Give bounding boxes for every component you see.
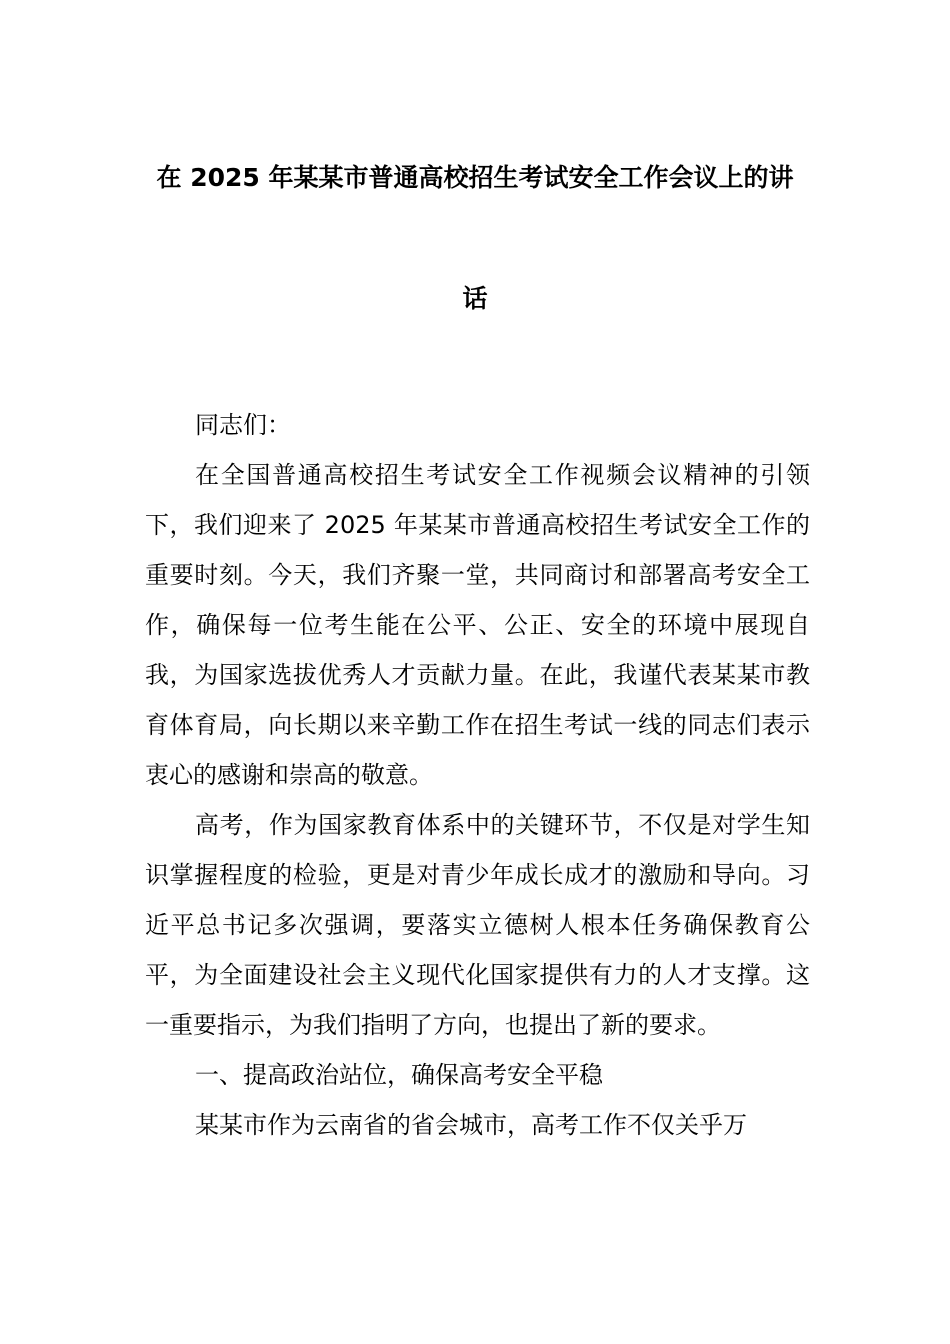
section-heading: 一、提高政治站位，确保高考安全平稳 — [195, 1061, 603, 1089]
paragraph: 在全国普通高校招生考试安全工作视频会议精神的引领下，我们迎来了 2025 年某某市普通高校招生考试安全工作的重要时刻。今天，我们齐聚一堂，共同商讨和部署高考安全工作，确保每一位考生能在公平、公正、安全的环境中展现自我，为国家选拔优秀人才贡献力量。在此，我谨代表某某市教育体育局，向长期以来辛勤工作在招生考试一线的同志们表示衷心的感谢和崇高的敬意。 — [145, 461, 810, 789]
paragraph: 某某市作为云南省的省会城市，高考工作不仅关乎万 — [195, 1111, 747, 1139]
document-title-line-2: 话 — [462, 284, 488, 313]
paragraph: 高考，作为国家教育体系中的关键环节，不仅是对学生知识掌握程度的检验，更是对青少年成长成才的激励和导向。习近平总书记多次强调，要落实立德树人根本任务确保教育公平，为全面建设社会主义现代化国家提供有力的人才支撑。这一重要指示，为我们指明了方向，也提出了新的要求。 — [145, 811, 810, 1039]
document-title-line-1: 在 2025 年某某市普通高校招生考试安全工作会议上的讲 — [156, 163, 794, 192]
salutation: 同志们： — [195, 411, 291, 439]
document-body — [145, 400, 810, 1150]
